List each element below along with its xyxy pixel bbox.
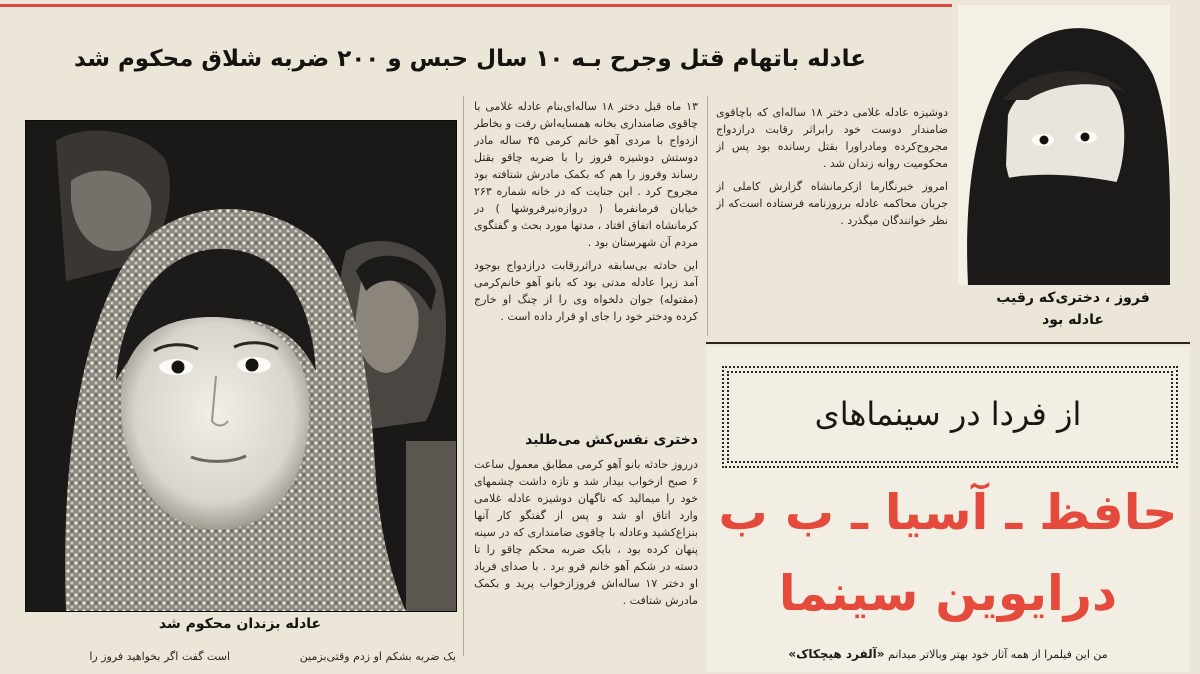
ad-footer [710, 642, 1186, 666]
column-divider [707, 96, 708, 336]
side-caption-line: عادله بود [1042, 312, 1104, 328]
side-photo [958, 5, 1170, 285]
article-subheading: دختری نفس‌کش می‌طلبد [525, 432, 698, 448]
side-photo-illustration [958, 5, 1170, 285]
ad-location: درایوین سینما [778, 565, 1118, 622]
main-photo-illustration [26, 121, 456, 611]
side-photo-caption [958, 287, 1188, 337]
column-divider [463, 96, 464, 656]
headline: عادله باتهام قتل وجرح بـه ۱۰ سال حبس و ۲۰۰ ضربه شلاق محکوم شد [74, 46, 866, 72]
article-bottom-right: یک ضربه بشکم او زدم وقتی‌بزمین [299, 650, 456, 663]
ad-footer-text: من این فیلمرا از همه آثار خود بهتر وبالاتر میدانم [888, 648, 1108, 661]
article-right-column [716, 104, 948, 334]
article-paragraph: دوشیزه عادله غلامی دختر ۱۸ ساله‌ای که باچاقوی ضامندار دوست خود رابراثر رقابت درازدواج مجروح‌کرده ومادراورا بقتل رسانده بود پس از محکومیت روانه زندان شد . [716, 106, 948, 170]
article-paragraph: ۱۳ ماه قبل دختر ۱۸ ساله‌ای‌بنام عادله غلامی با چاقوی ضامنداری بخانه همسایه‌اش رفت و بخاطر ازدواج با مردی آهو خانم کرمی ۴۵ ساله مادر دوستش دوشیزه فروز را با ضربه چاقو بقتل رساند وفروز را هم که بکمک مادرش شتافته بود مجروح کرد . این جنایت که در خانه شماره ۲۶۳ خیابان فرمانفرما ( دروازه‌نیرفروشها ) در کرمانشاه اتفاق افتاد ، مدتها مورد بحث و گفتگوی مردم آن شهرستان بود . [474, 100, 698, 249]
article-middle-column [474, 98, 698, 428]
article-paragraph: این حادثه بی‌سابقه دراثررقابت درازدواج بوجود آمد زیرا عادله مدتی بود که بانو آهو خانم‌کرمی (مقتوله) جوان دلخواه وی را از چنگ او خارج کرده ودختر خود را جای او قرار داده است . [474, 259, 698, 323]
article-paragraph: امروز خبرنگارما ازکرمانشاه گزارش کاملی از جریان محاکمه عادله برروزنامه فرستاده است‌که از نظر خوانندگان میگذرد . [716, 180, 948, 227]
article-paragraph: درروز حادثه بانو آهو کرمی مطابق معمول ساعت ۶ صبح ازخواب بیدار شد و تازه داشت چشمهای خود را میمالید که ناگهان دوشیزه عادله غلامی وارد اتاق او شد و پس از گفتگو کار آنها بنزاع‌کشید وعادله با چاقوی ضامنداری که در سینه پنهان کرده بود ، بایک ضربه محکم چاقو را تا دسته در شکم آهو خانم فرو برد . با صدای فریاد او دختر ۱۷ ساله‌اش فروزازخواب پرید و بکمک مادرش شتافت . [474, 458, 698, 607]
ad-cinema-names: حافظ ـ آسیا ـ ب ب [718, 484, 1178, 541]
ad-tagline: از فردا در سینماهای [814, 395, 1082, 433]
ad-top-rule [706, 342, 1190, 344]
article-bottom-left: است گفت اگر بخواهید فروز را [89, 650, 230, 663]
cinema-advertisement [706, 346, 1190, 672]
side-caption-line: فروز ، دختری‌که رقیب [996, 290, 1150, 306]
main-photo [25, 120, 457, 612]
article-middle-column-2 [474, 456, 698, 670]
main-photo-caption: عادله بزندان محکوم شد [158, 616, 322, 632]
top-color-rule [0, 4, 952, 7]
ad-footer-quote: «آلفرد هیچکاک» [788, 647, 885, 661]
